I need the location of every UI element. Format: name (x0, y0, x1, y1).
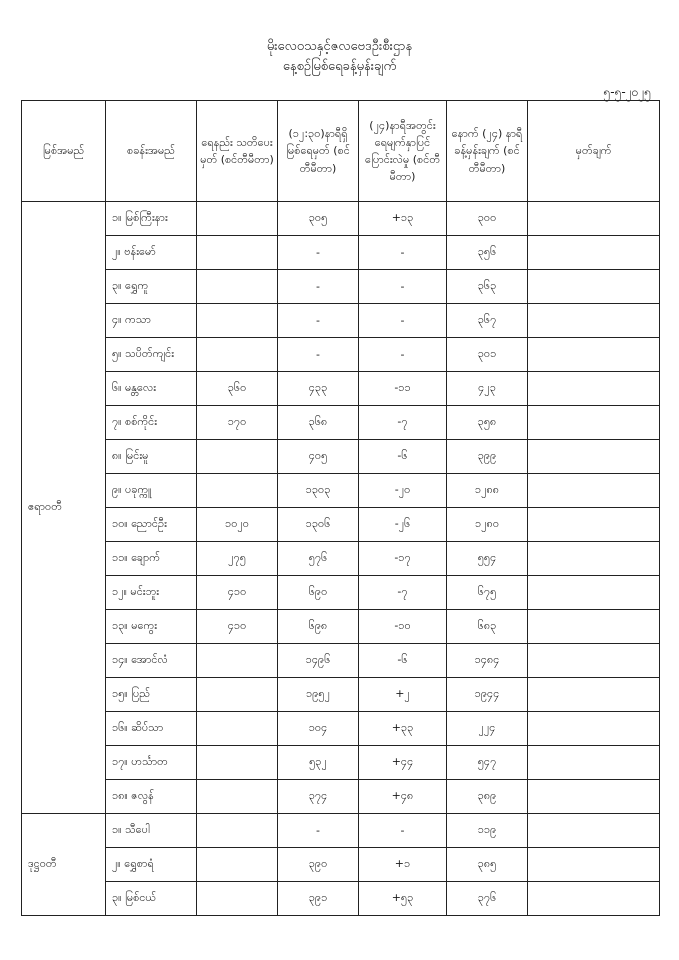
level-change: - (359, 236, 447, 270)
warning-level (197, 202, 278, 236)
station-name: ၂။ ဗန်းမော် (106, 236, 197, 270)
station-name: ၁၂။ မင်းဘူး (106, 576, 197, 610)
table-row (22, 474, 660, 508)
forecast-level: ၃၀၁ (447, 338, 528, 372)
warning-level (197, 474, 278, 508)
forecast-level: ၄၂၃ (447, 372, 528, 406)
table-row (22, 542, 660, 576)
forecast-level: ၁၂၈၈ (447, 474, 528, 508)
level-change: - (359, 304, 447, 338)
table-row (22, 508, 660, 542)
remark (528, 304, 660, 338)
remark (528, 848, 660, 882)
current-level: ၄၃၃ (278, 372, 359, 406)
station-name: ၁၅။ ပြည် (106, 678, 197, 712)
level-change: +၅၃ (359, 882, 447, 916)
warning-level (197, 304, 278, 338)
level-change: -၇ (359, 576, 447, 610)
level-change: +၂ (359, 678, 447, 712)
table-row (22, 270, 660, 304)
current-level: ၅၇၆ (278, 542, 359, 576)
level-change: -၂၀ (359, 474, 447, 508)
remark (528, 882, 660, 916)
forecast-level: ၆၈၃ (447, 610, 528, 644)
current-level: - (278, 338, 359, 372)
col-river: မြစ်အမည် (22, 101, 106, 202)
current-level: ၃၀၅ (278, 202, 359, 236)
forecast-level: ၃၉၉ (447, 440, 528, 474)
table-row (22, 848, 660, 882)
current-level: ၆၉၈ (278, 610, 359, 644)
table-row (22, 712, 660, 746)
table-row (22, 202, 660, 236)
level-change: +၄၈ (359, 780, 447, 814)
warning-level (197, 338, 278, 372)
table-row (22, 236, 660, 270)
level-change: +၄၄ (359, 746, 447, 780)
warning-level (197, 882, 278, 916)
table-row (22, 814, 660, 848)
station-name: ၁၈။ ဇလွန် (106, 780, 197, 814)
station-name: ၁၁။ ချောက် (106, 542, 197, 576)
forecast-level: ၃၈၉ (447, 780, 528, 814)
current-level: - (278, 814, 359, 848)
col-warning: ရေနည်း သတိပေးမှတ် (စင်တီမီတာ) (197, 101, 278, 202)
current-level: ၃၉၀ (278, 848, 359, 882)
level-change: -၂၆ (359, 508, 447, 542)
current-level: ၅၃၂ (278, 746, 359, 780)
current-level: ၁၃၀၆ (278, 508, 359, 542)
table-row (22, 338, 660, 372)
current-level: ၁၄၉၆ (278, 644, 359, 678)
warning-level: ၄၁၀ (197, 610, 278, 644)
warning-level: ၄၁၀ (197, 576, 278, 610)
warning-level (197, 270, 278, 304)
level-change: - (359, 270, 447, 304)
forecast-level: ၃၅၆ (447, 236, 528, 270)
remark (528, 644, 660, 678)
forecast-level: ၅၄၇ (447, 746, 528, 780)
forecast-level: ၁၄၈၄ (447, 644, 528, 678)
station-name: ၂။ ရွှေစာရံ (106, 848, 197, 882)
river-name: ဧရာဝတီ (22, 202, 106, 814)
remark (528, 610, 660, 644)
current-level: ၁၉၅၂ (278, 678, 359, 712)
station-name: ၇။ စစ်ကိုင်း (106, 406, 197, 440)
level-change: +၃၃ (359, 712, 447, 746)
warning-level (197, 644, 278, 678)
col-remark: မှတ်ချက် (528, 101, 660, 202)
remark (528, 780, 660, 814)
warning-level (197, 440, 278, 474)
level-change: - (359, 814, 447, 848)
warning-level (197, 712, 278, 746)
station-name: ၁၀။ ညောင်ဦး (106, 508, 197, 542)
forecast-level: ၃၈၅ (447, 848, 528, 882)
warning-level (197, 780, 278, 814)
warning-level (197, 678, 278, 712)
forecast-level: ၃၆၇ (447, 304, 528, 338)
warning-level: ၃၆၀ (197, 372, 278, 406)
station-name: ၉။ ပခုက္ကူ (106, 474, 197, 508)
station-name: ၁၇။ ဟင်္သာတ (106, 746, 197, 780)
remark (528, 440, 660, 474)
current-level: ၁၀၄ (278, 712, 359, 746)
col-level: (၁၂:၃၀)နာရီရှိ မြစ်ရေမှတ် (စင်တီမီတာ) (278, 101, 359, 202)
station-name: ၁၃။ မကွေး (106, 610, 197, 644)
station-name: ၁။ သီပေါ (106, 814, 197, 848)
river-level-table (21, 100, 660, 916)
level-change: -၁၁ (359, 372, 447, 406)
remark (528, 678, 660, 712)
station-name: ၈။ မြင်းမူ (106, 440, 197, 474)
warning-level (197, 848, 278, 882)
warning-level (197, 814, 278, 848)
table-row (22, 882, 660, 916)
forecast-level: ၆၇၅ (447, 576, 528, 610)
forecast-level: ၅၅၄ (447, 542, 528, 576)
remark (528, 508, 660, 542)
table-row (22, 372, 660, 406)
forecast-level: ၁၁၉ (447, 814, 528, 848)
table-header-row (22, 101, 660, 202)
table-row (22, 576, 660, 610)
station-name: ၁။ မြစ်ကြီးနား (106, 202, 197, 236)
current-level: ၆၉၀ (278, 576, 359, 610)
remark (528, 712, 660, 746)
current-level: - (278, 304, 359, 338)
forecast-level: ၃၅၈ (447, 406, 528, 440)
station-name: ၁၆။ ဆိပ်သာ (106, 712, 197, 746)
level-change: -၆ (359, 440, 447, 474)
table-row (22, 406, 660, 440)
table-row (22, 610, 660, 644)
table-row (22, 780, 660, 814)
warning-level (197, 746, 278, 780)
warning-level (197, 236, 278, 270)
level-change: - (359, 338, 447, 372)
document-title: မိုးလေဝသနှင့်ဇလဗေဒဦးစီးဌာန (266, 39, 413, 54)
forecast-level: ၃၆၃ (447, 270, 528, 304)
remark (528, 236, 660, 270)
forecast-level: ၁၂၈၀ (447, 508, 528, 542)
document-subtitle: နေ့စဉ်မြစ်ရေခန့်မှန်းချက် (282, 59, 397, 74)
station-name: ၆။ မန္တလေး (106, 372, 197, 406)
forecast-level: ၂၂၄ (447, 712, 528, 746)
current-level: - (278, 270, 359, 304)
remark (528, 372, 660, 406)
remark (528, 542, 660, 576)
col-forecast: နောက် (၂၄) နာရီ ခန့်မှန်းချက် (စင်တီမီတာ) (447, 101, 528, 202)
warning-level: ၁၀၂၀ (197, 508, 278, 542)
remark (528, 338, 660, 372)
remark (528, 746, 660, 780)
current-level: ၃၇၄ (278, 780, 359, 814)
station-name: ၅။ သပိတ်ကျင်း (106, 338, 197, 372)
table-row (22, 746, 660, 780)
table-row (22, 440, 660, 474)
station-name: ၃။ မြစ်ငယ် (106, 882, 197, 916)
current-level: - (278, 236, 359, 270)
forecast-level: ၃၇၆ (447, 882, 528, 916)
col-change: (၂၄)နာရီအတွင်း ရေမျက်နှာပြင် ပြောင်းလဲမှု (စင်တီမီတာ) (359, 101, 447, 202)
remark (528, 406, 660, 440)
warning-level: ၁၇၀ (197, 406, 278, 440)
level-change: -၆ (359, 644, 447, 678)
station-name: ၁၄။ အောင်လံ (106, 644, 197, 678)
remark (528, 474, 660, 508)
current-level: ၃၆၈ (278, 406, 359, 440)
remark (528, 576, 660, 610)
level-change: -၇ (359, 406, 447, 440)
level-change: +၁၃ (359, 202, 447, 236)
current-level: ၃၉၁ (278, 882, 359, 916)
remark (528, 270, 660, 304)
table-row (22, 644, 660, 678)
current-level: ၄၀၅ (278, 440, 359, 474)
table-row (22, 678, 660, 712)
remark (528, 814, 660, 848)
table-row (22, 304, 660, 338)
warning-level: ၂၇၅ (197, 542, 278, 576)
current-level: ၁၃၀၃ (278, 474, 359, 508)
level-change: +၁ (359, 848, 447, 882)
col-station: စခန်းအမည် (106, 101, 197, 202)
forecast-level: ၃၀၀ (447, 202, 528, 236)
station-name: ၃။ ရွှေကူ (106, 270, 197, 304)
remark (528, 202, 660, 236)
forecast-level: ၁၉၄၄ (447, 678, 528, 712)
report-date: ၅-၅-၂၀၂၅ (603, 85, 651, 99)
station-name: ၄။ ကသာ (106, 304, 197, 338)
river-name: ဒုဋ္ဌဝတီ (22, 814, 106, 916)
level-change: -၁၀ (359, 610, 447, 644)
level-change: -၁၇ (359, 542, 447, 576)
